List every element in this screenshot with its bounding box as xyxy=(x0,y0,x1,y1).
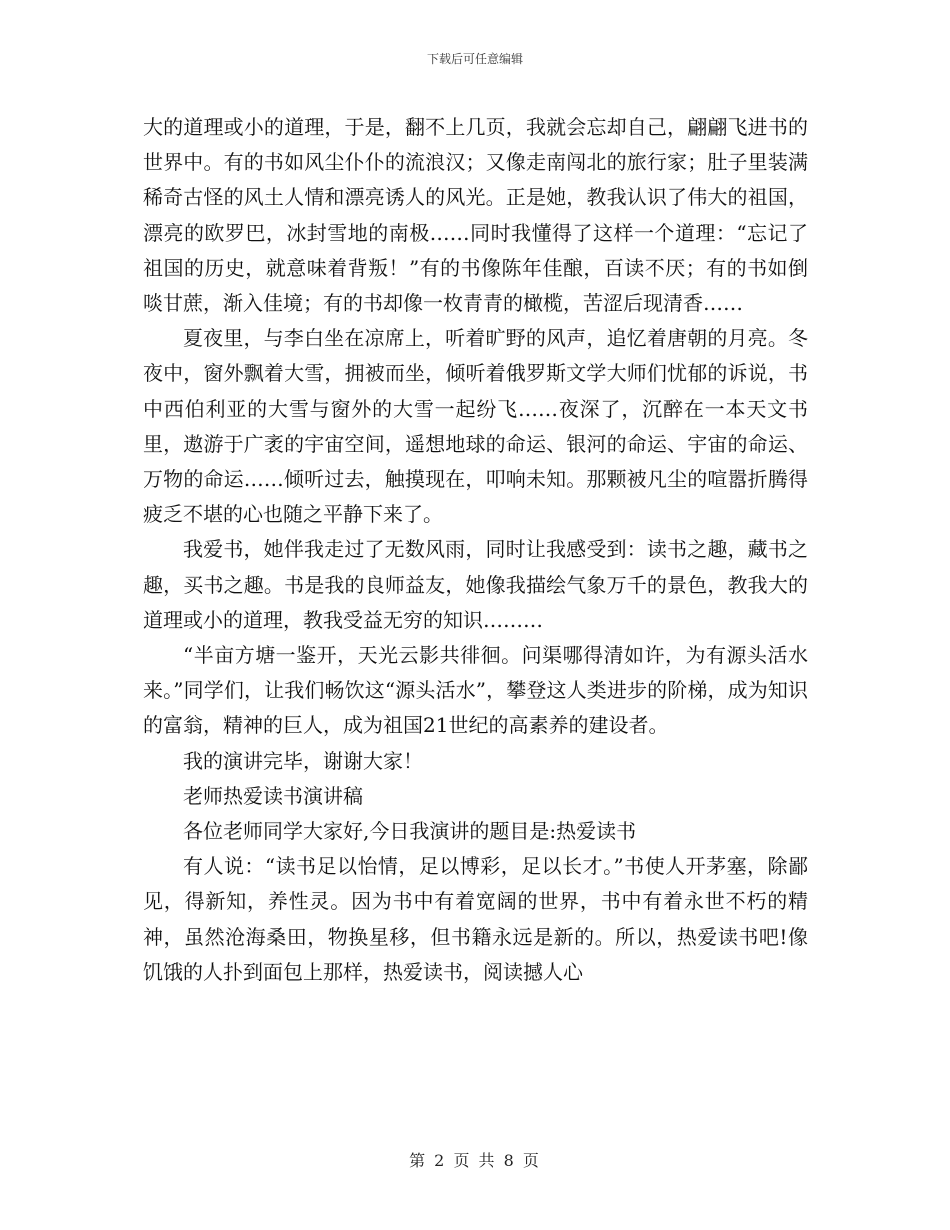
paragraph-3: 我爱书，她伴我走过了无数风雨，同时让我感受到：读书之趣，藏书之趣，买书之趣。书是我的良师益友，她像我描绘气象万千的景色，教我大的道理或小的道理，教我受益无穷的知识……… xyxy=(143,537,808,632)
paragraph-2: 夏夜里，与李白坐在凉席上，听着旷野的风声，追忆着唐朝的月亮。冬夜中，窗外飘着大雪，拥被而坐，倾听着俄罗斯文学大师们忧郁的诉说，书中西伯利亚的大雪与窗外的大雪一起纷飞……夜深了，沉醉在一本天文书里，遨游于广袤的宇宙空间，遥想地球的命运、银河的命运、宇宙的命运、万物的命运……倾听过去，触摸现在，叩响未知。那颗被凡尘的喧嚣折腾得疲乏不堪的心也随之平静下来了。 xyxy=(143,326,808,527)
section-title: 老师热爱读书演讲稿 xyxy=(183,783,363,808)
page-number: 第 2 页 共 8 页 xyxy=(409,1151,541,1170)
page-header: 下载后可任意编辑 xyxy=(426,52,523,66)
paragraph-1: 大的道理或小的道理，于是，翻不上几页，我就会忘却自己，翩翩飞进书的世界中。有的书如风尘仆仆的流浪汉；又像走南闯北的旅行家；肚子里装满稀奇古怪的风土人情和漂亮诱人的风光。正是她，教我认识了伟大的祖国，漂亮的欧罗巴，冰封雪地的南极……同时我懂得了这样一个道理：“忘记了祖国的历史，就意味着背叛！”有的书像陈年佳酿，百读不厌；有的书如倒啖甘蔗，渐入佳境；有的书却像一枚青青的橄榄，苦涩后现清香…… xyxy=(143,115,808,316)
paragraph-5: 我的演讲完毕，谢谢大家！ xyxy=(183,748,423,773)
paragraph-7: 各位老师同学大家好,今日我演讲的题目是:热爱读书 xyxy=(183,819,637,844)
paragraph-4: “半亩方塘一鉴开，天光云影共徘徊。问渠哪得清如许，为有源头活水来。”同学们，让我们畅饮这“源头活水”，攀登这人类进步的阶梯，成为知识的富翁，精神的巨人，成为祖国21世纪的高素养的建设者。 xyxy=(143,643,808,738)
paragraph-8: 有人说：“读书足以怡情，足以博彩，足以长才。”书使人开茅塞，除鄙见，得新知，养性灵。因为书中有着宽阔的世界，书中有着永世不朽的精神，虽然沧海桑田，物换星移，但书籍永远是新的。所以，热爱读书吧!像饥饿的人扑到面包上那样，热爱读书，阅读撼人心 xyxy=(143,854,808,984)
document-body xyxy=(143,110,808,990)
